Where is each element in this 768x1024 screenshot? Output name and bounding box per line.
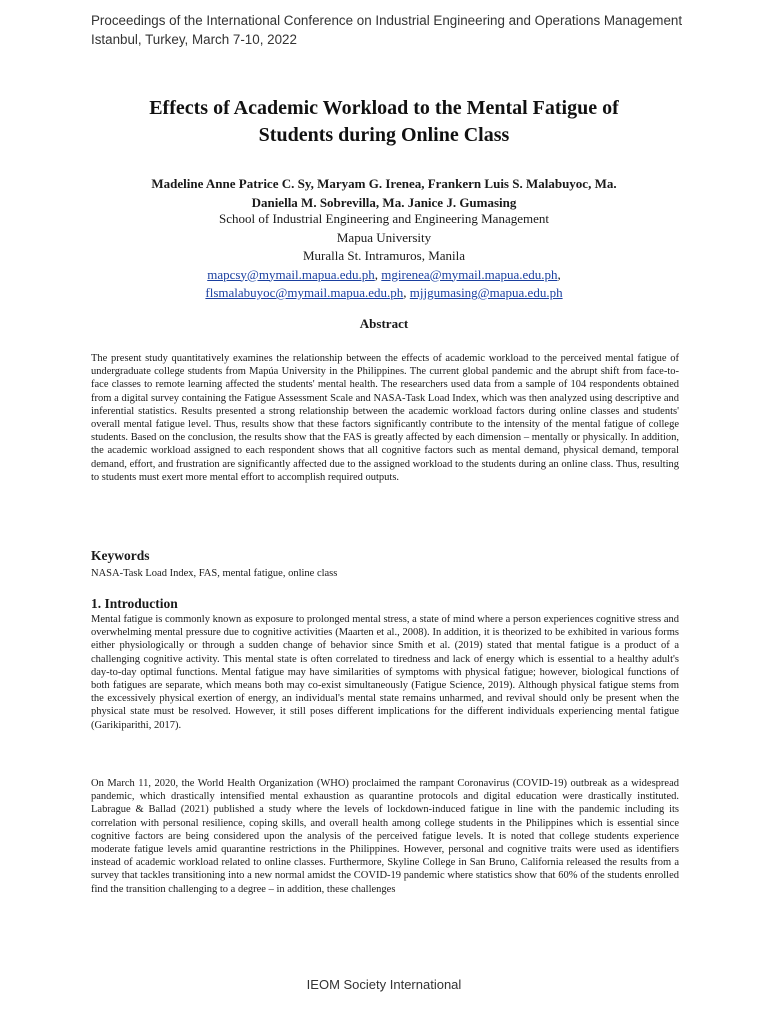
page-footer: IEOM Society International xyxy=(306,977,462,992)
conference-name: Proceedings of the International Conference on Industrial Engineering and Operations Management xyxy=(91,13,683,28)
email-link-malabuyoc[interactable]: flsmalabuyoc@mymail.mapua.edu.ph xyxy=(205,285,404,300)
introduction-paragraph-2: On March 11, 2020, the World Health Organization (WHO) proclaimed the rampant Coronavirus (COVID-19) outbreak as a widespread pandemic, which drastically intensified mental exhaustion as quarantine protocols and digital education were drastically instituted. Labrague & Ballad (2021) published a study where the levels of lockdown-induced fatigue in line with the pandemic including its correlation with personal resilience, coping skills, and overall health among college students in the Philippines which is essential since cognitive factors are being considered upon the analysis of the perceived fatigue levels. It is noted that college students experience moderate fatigue levels amid quarantine restrictions in the Philippines. However, personal and cognitive traits were used as identifiers instead of academic workload related to online classes. Furthermore, Skyline College in San Bruno, California released the results from a survey that tackles transitioning into a new normal amidst the COVID-19 pandemic where statistics show that 60% of the students enrolled find the transition challenging to a degree – in addition, these challenges xyxy=(91,778,679,895)
school-name: School of Industrial Engineering and Engineering Management xyxy=(219,211,549,226)
paper-title xyxy=(60,95,708,149)
email-link-irenea[interactable]: mgirenea@mymail.mapua.edu.ph xyxy=(381,266,558,282)
email-line-2 xyxy=(60,284,708,303)
title-line-2: Students during Online Class xyxy=(258,124,510,146)
authors-line-1: Madeline Anne Patrice C. Sy, Maryam G. Irenea, Frankern Luis S. Malabuyoc, Ma. xyxy=(151,176,617,191)
conference-location-date: Istanbul, Turkey, March 7-10, 2022 xyxy=(91,32,297,47)
affiliation-block xyxy=(60,210,708,303)
introduction-paragraph-1: Mental fatigue is commonly known as exposure to prolonged mental stress, a state of mind where a person experiences cognitive stress and overwhelming mental pressure due to cognitive activities (Maarten et al., 2008). In addition, it is theorized to be exhibited in various forms either physiologically or through a sudden change of behavior since Smith et al. (2019) stated that mental fatigue is a product of a challenging cognitive activity. This mental state is often correlated to tiredness and lack of energy which is essential to a healthy adult's day-to-day optimal functions. Mental fatigue may have similarities of symptoms with physical fatigue; however, biological functions of both fatigues are separate, which means both may co-exist simultaneously (Fatigue Science, 2019). Although physical fatigue stems from the excessively physical exertion of energy, an individual's mental state remains unharmed, and revival should only be present when the physical state must be resolved. However, it still poses different implications for the different individuals experiencing mental fatigue (Garikiparithi, 2017). xyxy=(91,614,679,731)
email-link-gumasing[interactable]: mjjgumasing@mapua.edu.ph xyxy=(409,285,563,300)
email-line-1 xyxy=(60,266,708,285)
keywords-text: NASA-Task Load Index, FAS, mental fatigue, online class xyxy=(91,568,338,579)
introduction-heading: 1. Introduction xyxy=(91,596,178,611)
email-separator: , xyxy=(403,285,410,300)
abstract-heading: Abstract xyxy=(359,316,409,331)
abstract-text: The present study quantitatively examines the relationship between the effects of academic workload to the perceived mental fatigue of undergraduate college students from Mapúa University in the Philippines. The current global pandemic and the abrupt shift from face-to-face classes to remote learning affected the students' mental health. The researchers used data from a sample of 104 respondents obtained from a digital survey containing the Fatigue Assessment Scale and NASA-Task Load Index, which was then analyzed using descriptive and inferential statistics. Results presented a strong relationship between the academic workload factors during online classes and students' overall mental fatigue level. Thus, results show that these factors significantly contribute to the intensity of the mental fatigue of college students. Based on the conclusion, the results show that the FAS is greatly affected by each dimension – mentally or physically. In addition, the academic workload assigned to each respondent shows that all cognitive factors such as mental demand, physical demand, temporal demand, effort, and frustration are significantly affected due to the assigned workload to the students during an online class. Thus, resulting to students must exert more mental effort to accomplish required outputs. xyxy=(91,353,679,483)
email-separator: , xyxy=(557,266,561,282)
university-address: Muralla St. Intramuros, Manila xyxy=(302,248,466,263)
title-line-1: Effects of Academic Workload to the Mental Fatigue of xyxy=(149,97,619,119)
email-link-sy[interactable]: mapcsy@mymail.mapua.edu.ph xyxy=(207,266,375,282)
keywords-heading: Keywords xyxy=(91,548,150,563)
author-list xyxy=(60,174,708,212)
authors-line-2: Daniella M. Sobrevilla, Ma. Janice J. Gumasing xyxy=(251,195,517,210)
conference-header xyxy=(91,11,731,49)
university-name: Mapua University xyxy=(336,229,432,245)
email-separator: , xyxy=(374,266,382,282)
